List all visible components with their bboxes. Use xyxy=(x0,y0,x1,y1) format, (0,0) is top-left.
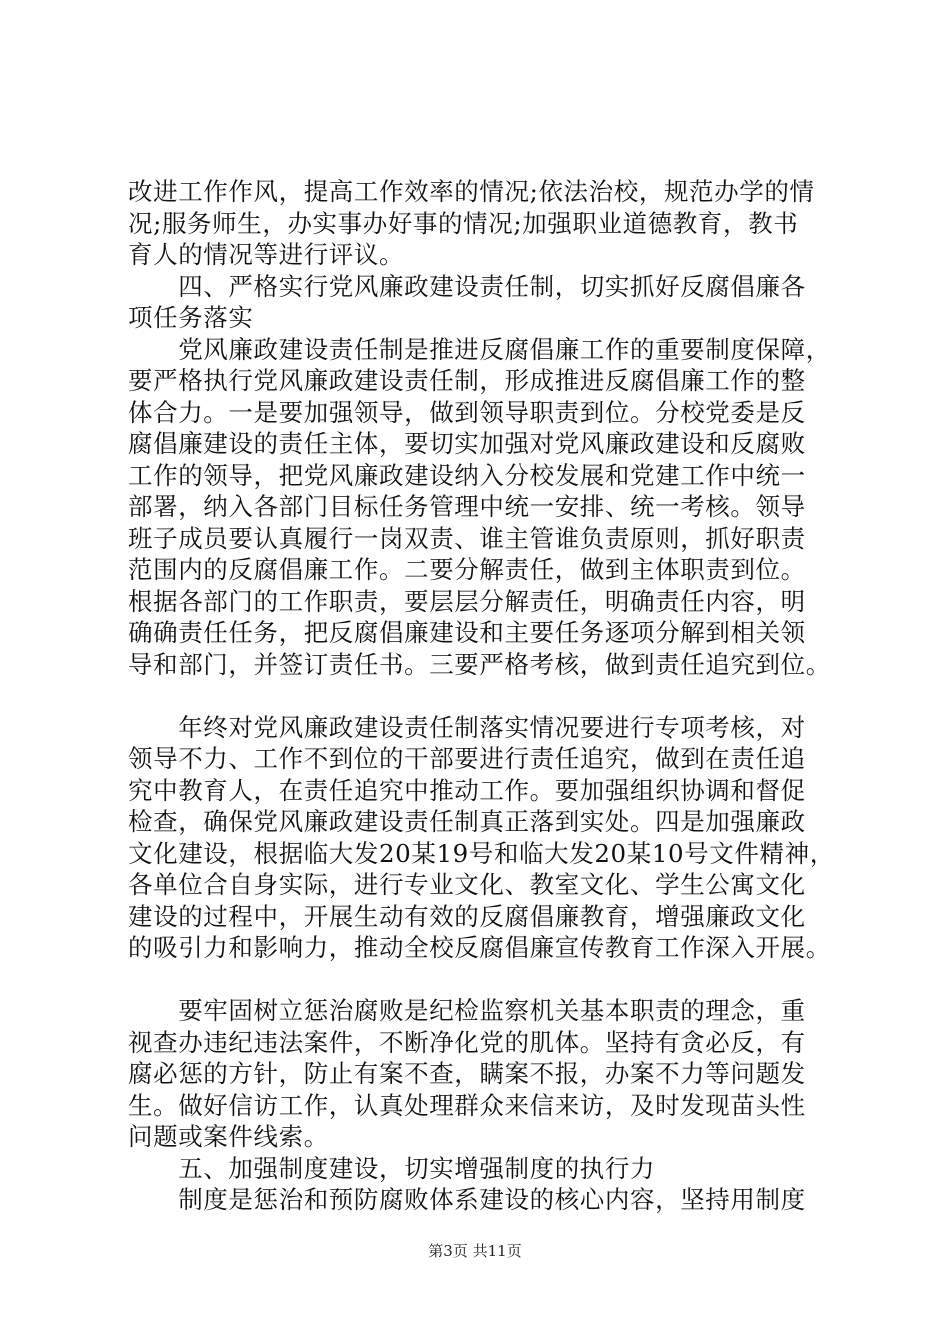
text-line: 腐倡廉建设的责任主体，要切实加强对党风廉政建设和反腐败 xyxy=(128,429,806,458)
text-line: 要牢固树立惩治腐败是纪检监察机关基本职责的理念，重 xyxy=(128,996,806,1025)
text-line: 工作的领导，把党风廉政建设纳入分校发展和党建工作中统一 xyxy=(128,460,806,490)
document-body xyxy=(128,176,848,1216)
text-line: 要严格执行党风廉政建设责任制，形成推进反腐倡廉工作的整 xyxy=(128,366,806,395)
text-line: 体合力。一是要加强领导，做到领导职责到位。分校党委是反 xyxy=(128,397,806,427)
text-line: 根据各部门的工作职责，要层层分解责任，明确责任内容，明 xyxy=(128,586,806,616)
text-line: 各单位合自身实际，进行专业文化、教室文化、学生公寓文化 xyxy=(128,870,806,899)
text-line: 视查办违纪违法案件，不断净化党的肌体。坚持有贪必反，有 xyxy=(128,1027,806,1057)
section-heading-four: 四、严格实行党风廉政建设责任制，切实抓好反腐倡廉各 xyxy=(128,271,806,301)
text-line: 检查，确保党风廉政建设责任制真正落到实处。四是加强廉政 xyxy=(128,807,806,836)
text-line: 确确责任任务，把反腐倡廉建设和主要任务逐项分解到相关领 xyxy=(128,618,806,647)
blank-line xyxy=(128,680,848,712)
text-line: 导和部门，并签订责任书。三要严格考核，做到责任追究到位。 xyxy=(128,649,831,679)
text-line: 究中教育人，在责任追究中推动工作。要加强组织协调和督促 xyxy=(128,775,806,805)
text-line: 制度是惩治和预防腐败体系建设的核心内容，坚持用制度 xyxy=(128,1185,806,1214)
text-line: 班子成员要认真履行一岗双责、谁主管谁负责原则，抓好职责 xyxy=(128,523,806,553)
text-line: 问题或案件线索。 xyxy=(128,1122,329,1151)
section-heading-four-cont: 项任务落实 xyxy=(128,303,254,332)
blank-line xyxy=(128,964,848,996)
text-line: 的吸引力和影响力，推动全校反腐倡廉宣传教育工作深入开展。 xyxy=(128,933,831,962)
text-line: 育人的情况等进行评议。 xyxy=(128,240,405,269)
text-line: 建设的过程中，开展生动有效的反腐倡廉教育，增强廉政文化 xyxy=(128,901,806,931)
text-line: 领导不力、工作不到位的干部要进行责任追究，做到在责任追 xyxy=(128,744,806,773)
section-heading-five: 五、加强制度建设，切实增强制度的执行力 xyxy=(128,1153,656,1183)
text-line: 腐必惩的方针，防止有案不查，瞒案不报，办案不力等问题发 xyxy=(128,1059,806,1088)
text-line: 年终对党风廉政建设责任制落实情况要进行专项考核，对 xyxy=(128,712,806,742)
text-line: 党风廉政建设责任制是推进反腐倡廉工作的重要制度保障， xyxy=(128,334,831,364)
text-line: 改进工作作风，提高工作效率的情况;依法治校，规范办学的情 xyxy=(128,177,815,206)
text-line: 生。做好信访工作，认真处理群众来信来访，及时发现苗头性 xyxy=(128,1090,806,1120)
text-line: 范围内的反腐倡廉工作。二要分解责任，做到主体职责到位。 xyxy=(128,555,806,584)
page-number-footer: 第3页 共11页 xyxy=(428,1242,522,1260)
text-line: 况;服务师生，办实事办好事的情况;加强职业道德教育，教书 xyxy=(128,208,799,238)
text-line: 部署，纳入各部门目标任务管理中统一安排、统一考核。领导 xyxy=(128,492,806,521)
text-line: 文化建设，根据临大发20某19号和临大发20某10号文件精神， xyxy=(128,838,835,868)
